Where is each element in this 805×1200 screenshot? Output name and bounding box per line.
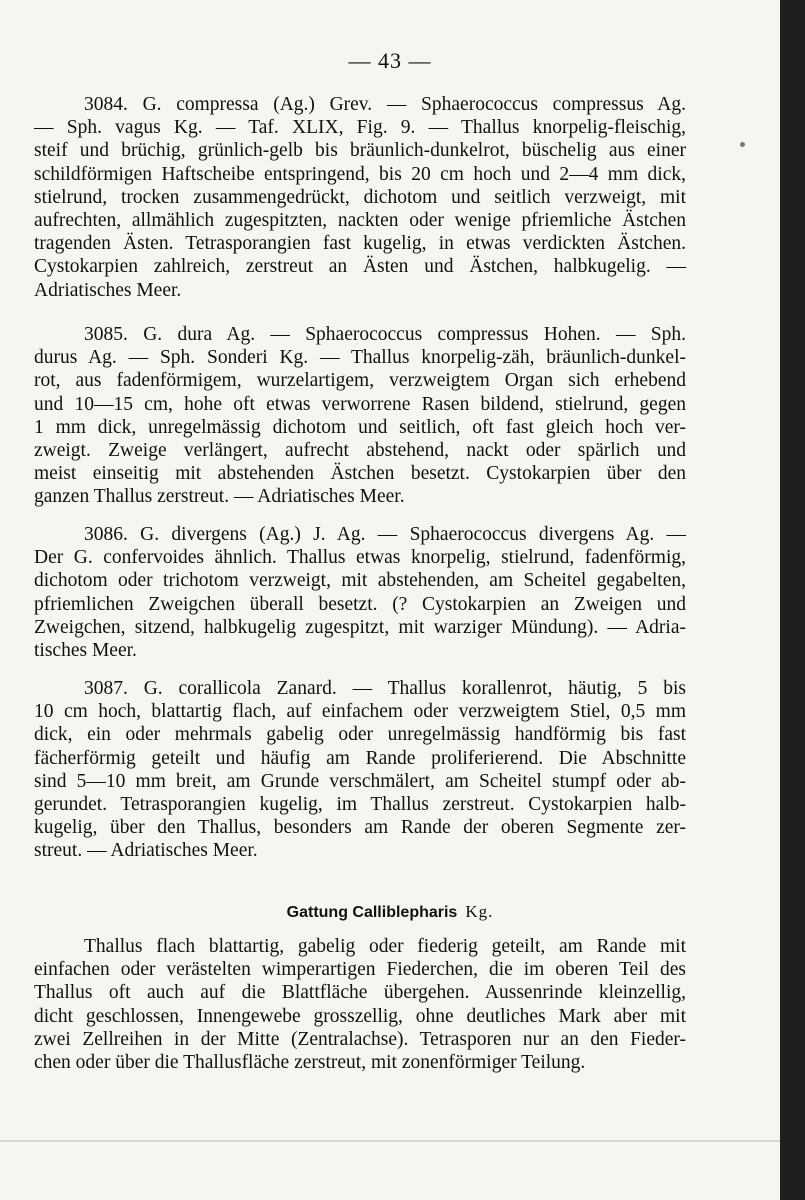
entry-3085 — [34, 323, 686, 509]
description-line: dicht geschlossen, Innengewebe grosszellig, ohne deutliches Mark aber mit — [34, 1005, 686, 1027]
entry-line: dick, ein oder mehrmals gabelig oder unregelmässig handförmig bis fast — [34, 724, 686, 746]
page-number: — 43 — — [348, 48, 432, 73]
genus-heading — [0, 902, 780, 922]
entry-line: Cystokarpien zahlreich, zerstreut an Ästen und Ästchen, halbkugelig. — — [34, 256, 686, 278]
entry-line: — Sph. vagus Kg. — Taf. XLIX, Fig. 9. — Thallus knorpelig-fleischig, — [34, 117, 686, 139]
entry-line: streut. — Adriatisches Meer. — [34, 840, 258, 862]
description-line: Thallus oft auch auf die Blattfläche übergehen. Aussenrinde kleinzellig, — [34, 982, 686, 1004]
entry-line: schildförmigen Haftscheibe entspringend, bis 20 cm hoch und 2—4 mm dick, — [34, 163, 686, 185]
entry-line: tisches Meer. — [34, 639, 137, 661]
entry-line: Adriatisches Meer. — [34, 279, 182, 301]
entry-line: Der G. confervoides ähnlich. Thallus etwas knorpelig, stielrund, fadenförmig, — [34, 547, 686, 569]
entry-line: 3087. G. corallicola Zanard. — Thallus korallenrot, häutig, 5 bis — [84, 678, 686, 699]
entry-line: sind 5—10 mm breit, am Grunde verschmälert, am Scheitel stumpf oder ab- — [34, 770, 686, 792]
entry-line: 1 mm dick, unregelmässig dichotom und seitlich, oft fast gleich hoch ver- — [34, 416, 686, 438]
entry-line: 3084. G. compressa (Ag.) Grev. — Sphaerococcus compressus Ag. — [84, 94, 686, 115]
genus-heading-label: Gattung Calliblepharis — [286, 904, 458, 921]
entry-line: kugelig, über den Thallus, besonders am Rande der oberen Segmente zer- — [34, 817, 686, 839]
paper-speck — [740, 142, 745, 147]
entry-line: durus Ag. — Sph. Sonderi Kg. — Thallus knorpelig-zäh, bräunlich-dunkel- — [34, 347, 686, 369]
entry-line: ganzen Thallus zerstreut. — Adriatisches Meer. — [34, 486, 405, 508]
entry-line: aufrechten, allmählich zugespitzten, nackten oder wenige pfriemliche Ästchen — [34, 209, 686, 231]
entry-line: 3086. G. divergens (Ag.) J. Ag. — Sphaerococcus divergens Ag. — — [84, 524, 686, 545]
entry-line: tragenden Ästen. Tetrasporangien fast kugelig, in etwas verdickten Ästchen. — [34, 233, 686, 255]
entry-line: 3085. G. dura Ag. — Sphaerococcus compressus Hohen. — Sph. — [84, 324, 686, 345]
entry-line: gerundet. Tetrasporangien kugelig, im Thallus zerstreut. Cystokarpien halb- — [34, 793, 686, 815]
entry-line: zweigt. Zweige verlängert, aufrecht abstehend, nackt oder spärlich und — [34, 439, 686, 461]
entry-line: stielrund, trocken zusammengedrückt, dichotom und seitlich verzweigt, mit — [34, 186, 686, 208]
description-line: Thallus flach blattartig, gabelig oder fiederig geteilt, am Rande mit — [84, 936, 686, 957]
genus-heading-author: Kg. — [465, 902, 494, 921]
entry-line: steif und brüchig, grünlich-gelb bis bräunlich-dunkelrot, büschelig aus einer — [34, 140, 686, 162]
entry-line: Zweigchen, sitzend, halbkugelig zugespitzt, mit warziger Mündung). — Adria- — [34, 616, 686, 638]
entry-line: 10 cm hoch, blattartig flach, auf einfachem oder verzweigtem Stiel, 0,5 mm — [34, 701, 686, 723]
entry-line: und 10—15 cm, hohe oft etwas verworrene Rasen bildend, stielrund, gegen — [34, 393, 686, 415]
description-line: einfachen oder verästelten wimperartigen Fiederchen, die im oberen Teil des — [34, 959, 686, 981]
entry-line: rot, aus fadenförmigem, wurzelartigem, verzweigtem Organ sich erhebend — [34, 370, 686, 392]
scan-edge-line — [0, 1140, 780, 1142]
entry-line: pfriemlichen Zweigchen überall besetzt. (? Cystokarpien an Zweigen und — [34, 593, 686, 615]
entry-3084 — [34, 93, 686, 302]
entry-3086 — [34, 523, 686, 662]
description-line: zwei Zellreihen in der Mitte (Zentralachse). Tetrasporen nur an den Fieder- — [34, 1028, 686, 1050]
description-line: chen oder über die Thallusfläche zerstreut, mit zonenförmiger Teilung. — [34, 1051, 586, 1073]
entry-3087 — [34, 677, 686, 863]
entry-line: meist einseitig mit abstehenden Ästchen besetzt. Cystokarpien über den — [34, 463, 686, 485]
genus-description — [34, 935, 686, 1074]
entry-line: fächerförmig geteilt und häufig am Rande proliferierend. Die Abschnitte — [34, 747, 686, 769]
entry-line: dichotom oder trichotom verzweigt, mit abstehenden, am Scheitel gegabelten, — [34, 570, 686, 592]
